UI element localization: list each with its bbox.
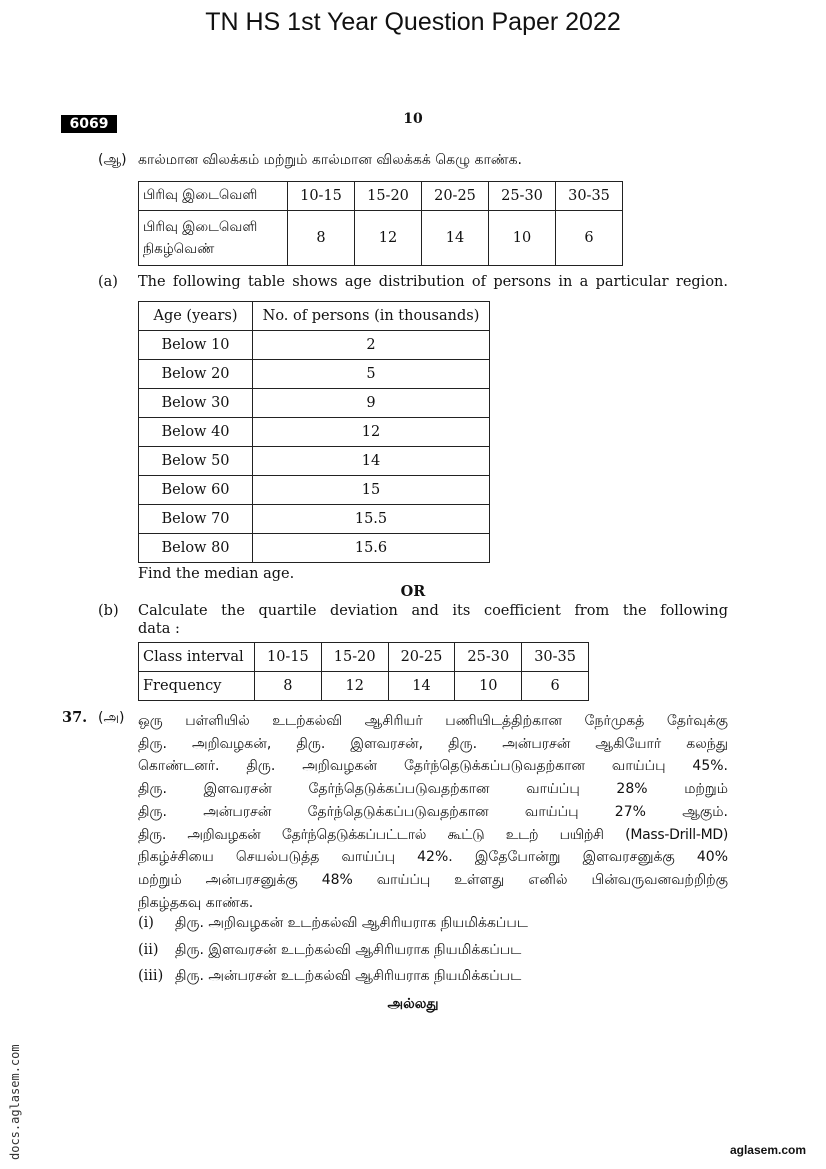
table-cell: Below 80 [139,534,253,563]
text-line: மற்றும் அன்பரசனுக்கு 48% வாய்ப்பு உள்ளது எனில் பின்வருவனவற்றிற்கு [138,871,728,888]
table-cell: 15.6 [253,534,490,563]
age-distribution-table [138,301,490,563]
table-cell: 14 [422,211,489,266]
table-cell: 12 [253,418,490,447]
part-a-label: (a) [98,274,118,290]
sub-item-text: திரு. அறிவழகன் உடற்கல்வி ஆசிரியராக நியமிக்கப்பட [175,915,528,931]
part-b-label: (b) [98,603,119,619]
table-cell: 25-30 [455,643,522,672]
table-cell: 15-20 [321,643,388,672]
table-cell: 15 [253,476,490,505]
table-cell: Below 60 [139,476,253,505]
sub-item-number: (iii) [138,968,164,984]
table-header-cell: No. of persons (in thousands) [253,302,490,331]
table-cell: 15-20 [355,182,422,211]
table-cell: பிரிவு இடைவெளி [139,182,288,211]
table-cell: 20-25 [388,643,455,672]
table-row [139,643,589,672]
paper-code-badge: 6069 [61,115,117,133]
text-line: திரு. இளவரசன் தேர்ந்தெடுக்கப்படுவதற்கான வாய்ப்பு 28% மற்றும் [138,781,728,798]
table-cell: Below 20 [139,360,253,389]
table-row [139,476,490,505]
table-cell: 14 [388,672,455,701]
table-header-row [139,302,490,331]
or-separator-tamil: அல்லது [387,996,439,1012]
q37-label: (அ) [98,710,125,726]
table-row [139,389,490,418]
table-cell: 12 [321,672,388,701]
table-cell: 8 [288,211,355,266]
table-cell: 2 [253,331,490,360]
table-row [139,182,623,211]
page-header: TN HS 1st Year Question Paper 2022 [205,8,621,36]
table-cell: 6 [522,672,589,701]
part-b-text-line: Calculate the quartile deviation and its coefficient from the following [138,603,728,619]
part-aa-text: கால்மான விலக்கம் மற்றும் கால்மான விலக்கக் கெழு காண்க. [138,152,522,168]
table-row [139,360,490,389]
table-cell: Below 40 [139,418,253,447]
table-cell: 25-30 [489,182,556,211]
table-cell: 10-15 [288,182,355,211]
table-cell: 6 [556,211,623,266]
interval-table-tamil [138,181,623,266]
watermark [8,1000,26,1160]
part-b-text-line: data : [138,621,180,637]
table-cell: Below 70 [139,505,253,534]
sub-item-number: (i) [138,915,154,931]
table-row [139,211,623,266]
table-cell: 30-35 [522,643,589,672]
part-a-instruction: Find the median age. [138,566,295,582]
or-separator: OR [400,583,426,600]
class-interval-table [138,642,589,701]
text-line: திரு. அறிவழகன் தேர்ந்தெடுக்கப்பட்டால் கூட்டு உடற் பயிற்சி (Mass-Drill-MD) [138,826,728,843]
table-cell: 20-25 [422,182,489,211]
table-row [139,505,490,534]
row-label-line: பிரிவு இடைவெளி [143,219,258,235]
q37-text [138,710,728,914]
page-number: 10 [403,111,423,127]
footer-brand: aglasem.com [729,1143,806,1157]
table-cell: Below 50 [139,447,253,476]
table-row [139,331,490,360]
table-row [139,418,490,447]
table-cell: Below 30 [139,389,253,418]
part-aa-label: (ஆ) [98,152,127,168]
table-header-cell: Age (years) [139,302,253,331]
table-cell: 10-15 [255,643,322,672]
question-number: 37. [62,709,88,726]
table-cell: 5 [253,360,490,389]
table-cell: Below 10 [139,331,253,360]
text-line: நிகழ்ச்சியை செயல்படுத்த வாய்ப்பு 42%. இதேபோன்று இளவரசனுக்கு 40% [138,849,728,866]
table-row [139,447,490,476]
table-cell: Class interval [139,643,255,672]
table-cell: 10 [489,211,556,266]
table-cell: 14 [253,447,490,476]
table-cell: 8 [255,672,322,701]
text-line: கொண்டனர். திரு. அறிவழகன் தேர்ந்தெடுக்கப்படுவதற்கான வாய்ப்பு 45%. [138,758,728,775]
table-cell: Frequency [139,672,255,701]
table-row [139,534,490,563]
table-cell: 15.5 [253,505,490,534]
table-cell: 9 [253,389,490,418]
table-row [139,672,589,701]
watermark-text: docs.aglasem.com [8,1044,22,1160]
sub-item-number: (ii) [138,942,159,958]
sub-item-text: திரு. இளவரசன் உடற்கல்வி ஆசிரியராக நியமிக்கப்பட [175,942,522,958]
text-line: ஒரு பள்ளியில் உடற்கல்வி ஆசிரியர் பணியிடத்திற்கான நேர்முகத் தேர்வுக்கு [138,713,728,729]
table-cell: 30-35 [556,182,623,211]
table-cell [139,211,288,266]
sub-item-text: திரு. அன்பரசன் உடற்கல்வி ஆசிரியராக நியமிக்கப்பட [175,968,522,984]
text-line: திரு. அன்பரசன் தேர்ந்தெடுக்கப்படுவதற்கான வாய்ப்பு 27% ஆகும். [138,803,728,820]
text-line: திரு. அறிவழகன், திரு. இளவரசன், திரு. அன்பரசன் ஆகியோர் கலந்து [138,735,728,752]
text-line: நிகழ்தகவு காண்க. [138,894,254,911]
row-label-line: நிகழ்வெண் [143,241,215,257]
part-a-text: The following table shows age distribution of persons in a particular region. [138,274,728,290]
table-cell: 12 [355,211,422,266]
table-cell: 10 [455,672,522,701]
